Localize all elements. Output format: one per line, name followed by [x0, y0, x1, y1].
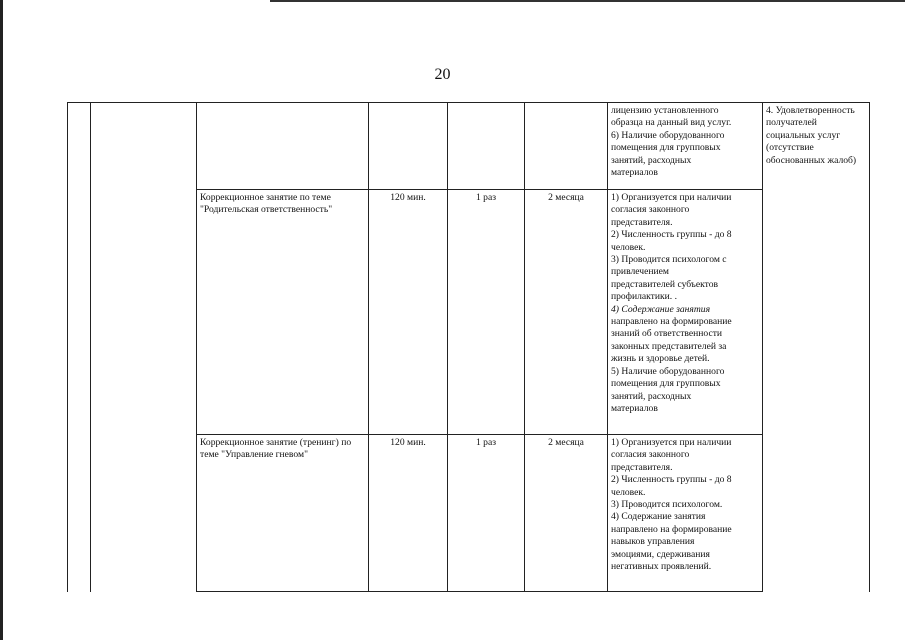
conditions-line: материалов [611, 402, 658, 414]
conditions-line: 3) Проводится психологом. [611, 499, 723, 511]
conditions-line: законных представителей за [611, 340, 727, 352]
conditions-line: занятий, расходных [611, 390, 692, 402]
conditions-line: представителей субъектов [611, 278, 719, 290]
services-table-wrapper [67, 102, 870, 592]
services-table [67, 102, 870, 592]
conditions-cell [608, 103, 763, 190]
conditions-line: жизнь и здоровье детей. [611, 353, 710, 365]
conditions-line: навыков управления [611, 536, 695, 548]
conditions-line: 2) Численность группы - до 8 [611, 229, 732, 241]
page-number: 20 [434, 66, 451, 83]
conditions-line: представителя. [611, 461, 673, 473]
conditions-line: 4) Содержание занятия [611, 303, 711, 315]
conditions-line: человек. [611, 486, 646, 498]
frequency-cell: 1 раз [448, 190, 525, 435]
conditions-line: помещения для групповых [611, 142, 721, 154]
scan-edge-top [270, 0, 905, 2]
conditions-line: материалов [611, 167, 658, 179]
result-line: получателей [766, 117, 817, 129]
conditions-line: 5) Наличие оборудованного [611, 365, 725, 377]
service-name-cell: Коррекционное занятие (тренинг) по теме "Управление гневом" [197, 435, 369, 592]
conditions-line: эмоциями, сдерживания [611, 548, 710, 560]
conditions-line: направлено на формирование [611, 316, 732, 328]
conditions-cell [608, 190, 763, 435]
conditions-line: представителя. [611, 216, 673, 228]
conditions-line: лицензию установленного [611, 105, 719, 116]
conditions-line: привлечением [611, 266, 669, 278]
conditions-line: 1) Организуется при наличии [611, 437, 732, 448]
table-row [68, 103, 870, 190]
conditions-line: негативных проявлений. [611, 561, 712, 573]
frequency-cell [448, 103, 525, 190]
service-name-cell: Коррекционное занятие по теме "Родительская ответственность" [197, 190, 369, 435]
conditions-line: знаний об ответственности [611, 328, 723, 340]
conditions-line: помещения для групповых [611, 378, 721, 390]
conditions-line: согласия законного [611, 204, 690, 216]
period-cell [525, 103, 608, 190]
duration-cell [369, 103, 448, 190]
result-line: (отсутствие [766, 142, 814, 154]
conditions-line: 3) Проводится психологом с [611, 254, 727, 266]
scan-edge-left [0, 0, 3, 640]
conditions-line: человек. [611, 241, 646, 253]
number-cell [68, 103, 91, 592]
frequency-cell: 1 раз [448, 435, 525, 592]
conditions-line: занятий, расходных [611, 154, 692, 166]
conditions-line: 1) Организуется при наличии [611, 192, 732, 203]
result-cell [763, 103, 870, 592]
result-line: социальных услуг [766, 129, 841, 141]
period-cell: 2 месяца [525, 435, 608, 592]
conditions-line: 4) Содержание занятия [611, 511, 706, 523]
conditions-line: согласия законного [611, 449, 690, 461]
duration-cell: 120 мин. [369, 190, 448, 435]
conditions-line: направлено на формирование [611, 523, 732, 535]
conditions-line: 6) Наличие оборудованного [611, 129, 725, 141]
duration-cell: 120 мин. [369, 435, 448, 592]
result-line: обоснованных жалоб) [766, 154, 857, 166]
conditions-line: образца на данный вид услуг. [611, 117, 732, 129]
result-line: 4. Удовлетворенность [766, 105, 855, 116]
service-name-cell [197, 103, 369, 190]
conditions-cell [608, 435, 763, 592]
conditions-line: профилактики. . [611, 291, 677, 303]
period-cell: 2 месяца [525, 190, 608, 435]
category-cell [91, 103, 197, 592]
conditions-line: 2) Численность группы - до 8 [611, 474, 732, 486]
